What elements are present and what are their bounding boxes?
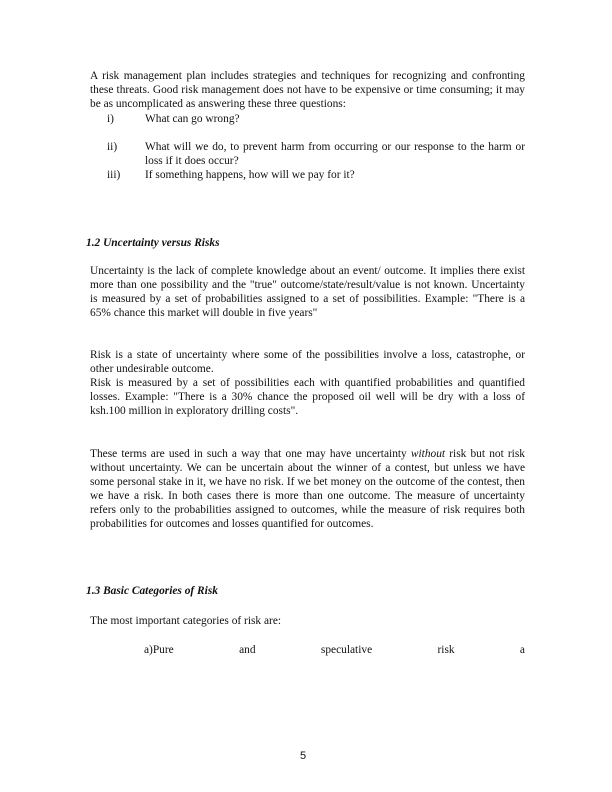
- list-text: What can go wrong?: [145, 113, 240, 125]
- list-text: What will we do, to prevent harm from occurring or our response to the harm or loss if it does occur?: [145, 141, 525, 167]
- uncertainty-paragraph: Uncertainty is the lack of complete knowledge about an event/ outcome. It implies there exist more than one possibility and the "true" outcome/state/result/value is not known. Uncertainty is measured by a set of probabilities assigned to a set of possibilities. Example: "There is a 65% chance this market will double in five years": [90, 265, 525, 319]
- emphasis: without: [410, 448, 446, 460]
- category-item-a: a)Pure and speculative risk a: [144, 644, 525, 656]
- section-heading: 1.2 Uncertainty versus Risks: [86, 237, 220, 249]
- terms-paragraph: [90, 448, 525, 531]
- text: These terms are used in such a way that one may have uncertainty: [90, 448, 411, 460]
- list-number: ii): [107, 141, 118, 153]
- list-number: iii): [107, 169, 121, 181]
- list-number: i): [107, 113, 114, 125]
- list-text: If something happens, how will we pay for it?: [145, 169, 355, 181]
- risk-measure-paragraph: Risk is measured by a set of possibilities each with quantified probabilities and quantified losses. Example: "There is a 30% chance the proposed oil well will be dry with a loss of ksh.100 million in exploratory drilling costs".: [90, 377, 525, 417]
- section-heading: 1.3 Basic Categories of Risk: [86, 585, 218, 597]
- text: risk but not risk without uncertainty. We can be uncertain about the winner of a contest, but unless we have some personal stake in it, we have no risk. If we bet money on the outcome of the contest, then we have a risk. In both cases there is more than one outcome. The measure of uncertainty refers only to the probabilities assigned to outcomes, while the measure of risk requires both probabilities for outcomes and losses quantified for outcomes.: [90, 448, 525, 530]
- intro-paragraph: A risk management plan includes strategies and techniques for recognizing and confronting these threats. Good risk management does not have to be expensive or time consuming; it may be as uncomplicated as answering these three questions:: [90, 70, 525, 110]
- categories-intro: The most important categories of risk are:: [90, 615, 282, 627]
- page-number: 5: [300, 750, 307, 762]
- risk-definition-paragraph: Risk is a state of uncertainty where some of the possibilities involve a loss, catastrophe, or other undesirable outcome.: [90, 349, 525, 375]
